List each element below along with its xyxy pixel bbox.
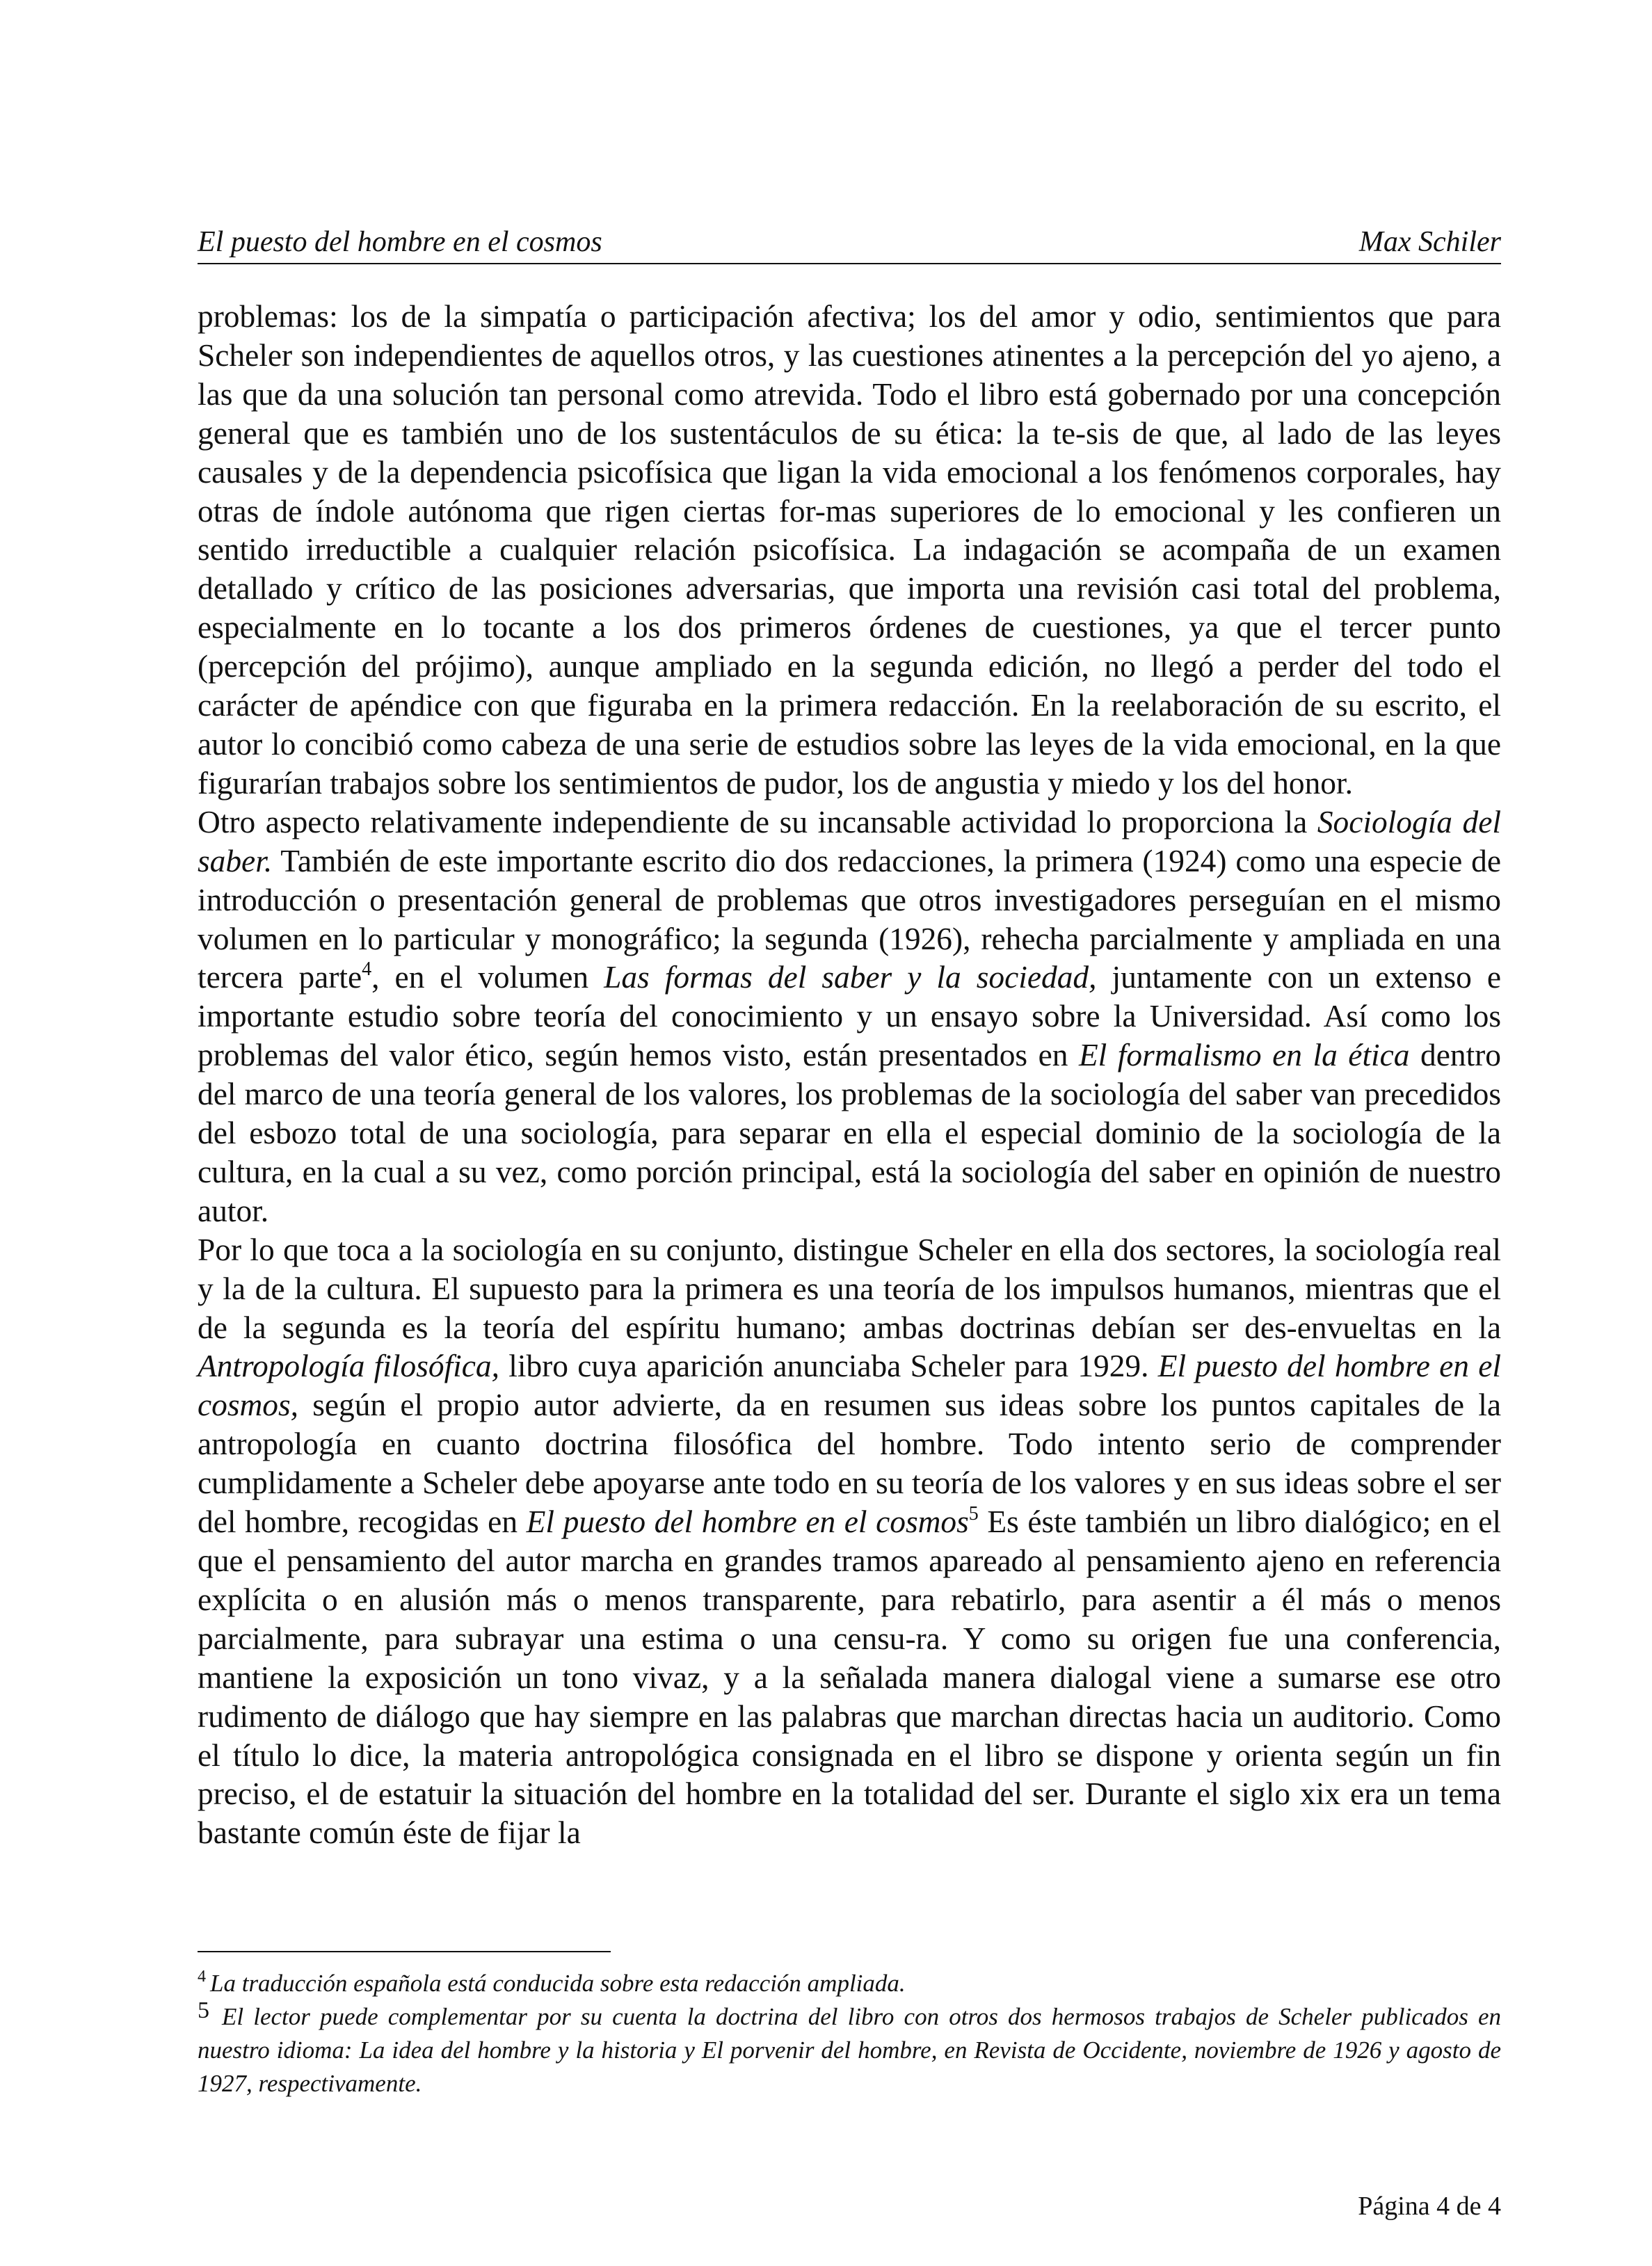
p3-italic-puesto-2: El puesto del hombre en el cosmos (526, 1504, 969, 1540)
p3-text-b: libro cuya aparición anunciaba Scheler para 1929. (499, 1349, 1158, 1384)
p2-italic-formalismo: El formalismo en la ética (1078, 1038, 1410, 1073)
footnote-ref-5[interactable]: 5 (968, 1503, 979, 1525)
footnote-5-text: El lector puede complementar por su cuenta la doctrina del libro con otros dos hermosos trabajos de Scheler publicados en nuestro idioma: La idea del hombre y la historia y El porvenir del hombre, en Revista de Occidente, noviembre de 1926 y agosto de 1927, respectivamente. (198, 2003, 1501, 2097)
footnote-5 (198, 2000, 1501, 2100)
footnote-4-text: La traducción española está conducida sobre esta redacción ampliada. (210, 1970, 906, 1997)
p3-text-d: Es éste también un libro dialógico; en el que el pensamiento del autor marcha en grandes tramos apareado al pensamiento ajeno en referencia explícita o en alusión más o menos transparente, para rebatirlo, para asentir a él más o menos parcialmente, para subrayar una estima o una censu-ra. Y como su origen fue una conferencia, mantiene la exposición un tono vivaz, y a la señalada manera dialogal viene a sumarse ese otro rudimento de diálogo que hay siempre en las palabras que marchan directas hacia un auditorio. Como el título lo dice, la materia antropológica consignada en el libro se dispone y orienta según un fin preciso, el de estatuir la situación del hombre en la totalidad del ser. Durante el siglo xix era un tema bastante común éste de fijar la (198, 1504, 1501, 1851)
p3-text-a: Por lo que toca a la sociología en su conjunto, distingue Scheler en ella dos sectores, la sociología real y la de la cultura. El supuesto para la primera es una teoría de los impulsos humanos, mientras que el de la segunda es la teoría del espíritu humano; ambas doctrinas debían ser des-envueltas en la (198, 1232, 1501, 1345)
header-book-title: El puesto del hombre en el cosmos (198, 226, 602, 258)
paragraph-2 (198, 803, 1501, 1231)
footnote-4 (198, 1967, 1501, 2000)
p2-text-d: juntamente con un extenso e importante estudio sobre teoría del conocimiento y un ensayo sobre la Universidad. Así como los problemas del valor ético, según hemos visto, están presentados en (198, 960, 1501, 1073)
running-header (198, 221, 1501, 264)
page-number: Página 4 de 4 (1358, 2192, 1501, 2221)
paragraph-3 (198, 1231, 1501, 1854)
p2-text-e: dentro del marco de una teoría general de los valores, los problemas de la sociología del saber van precedidos del esbozo total de una sociología, para separar en ella el especial dominio de la sociología de la cultura, en la cual a su vez, como porción principal, está la sociología del saber en opinión de nuestro autor. (198, 1038, 1501, 1228)
p2-italic-sociologia: Sociología del saber. (198, 804, 1502, 878)
p2-text-b: También de este importante escrito dio dos redacciones, la primera (1924) como una especie de introducción o presentación general de problemas que otros investigadores perseguían en el mismo volumen en lo particular y monográfico; la segunda (1926), rehecha parcialmente y ampliada en una tercera parte (198, 843, 1501, 995)
footnote-5-mark: 5 (198, 1998, 209, 2023)
p3-italic-puesto-1: El puesto del hombre en el cosmos, (198, 1349, 1501, 1423)
footnote-4-mark: 4 (198, 1968, 206, 1986)
footnote-ref-4[interactable]: 4 (362, 958, 372, 981)
footnotes (198, 1967, 1501, 2100)
footnote-separator (198, 1951, 611, 1952)
p3-text-c: según el propio autor advierte, da en resumen sus ideas sobre los puntos capitales de la antropología en cuanto doctrina filosófica del hombre. Todo intento serio de comprender cumplidamente a Scheler debe apoyarse ante todo en su teoría de los valores y en sus ideas sobre el ser del hombre, recogidas en (198, 1388, 1501, 1540)
paragraph-1: problemas: los de la simpatía o participación afectiva; los del amor y odio, sentimientos que para Scheler son independientes de aquellos otros, y las cuestiones atinentes a la percepción del yo ajeno, a las que da una solución tan personal como atrevida. Todo el libro está gobernado por una concepción general que es también uno de los sustentáculos de su ética: la te-sis de que, al lado de las leyes causales y de la dependencia psicofísica que ligan la vida emocional a los fenómenos corporales, hay otras de índole autónoma que rigen ciertas for-mas superiores de lo emocional y les confieren un sentido irreductible a cualquier relación psicofísica. La indagación se acompaña de un examen detallado y crítico de las posiciones adversarias, que importa una revisión casi total del problema, especialmente en lo tocante a los dos primeros órdenes de cuestiones, ya que el tercer punto (percepción del prójimo), aunque ampliado en la segunda edición, no llegó a perder del todo el carácter de apéndice con que figuraba en la primera redacción. En la reelaboración de su escrito, el autor lo concibió como cabeza de una serie de estudios sobre las leyes de la vida emocional, en la que figurarían trabajos sobre los sentimientos de pudor, los de angustia y miedo y los del honor. (198, 299, 1501, 801)
header-author: Max Schiler (1358, 226, 1501, 258)
p2-italic-formas: Las formas del saber y la sociedad, (604, 960, 1097, 995)
body-text (198, 298, 1501, 1853)
p2-text-c: , en el volumen (371, 960, 604, 995)
p2-text-a: Otro aspecto relativamente independiente de su incansable actividad lo proporciona la (198, 804, 1317, 839)
p3-italic-antropologia: Antropología filosófica, (198, 1349, 499, 1384)
